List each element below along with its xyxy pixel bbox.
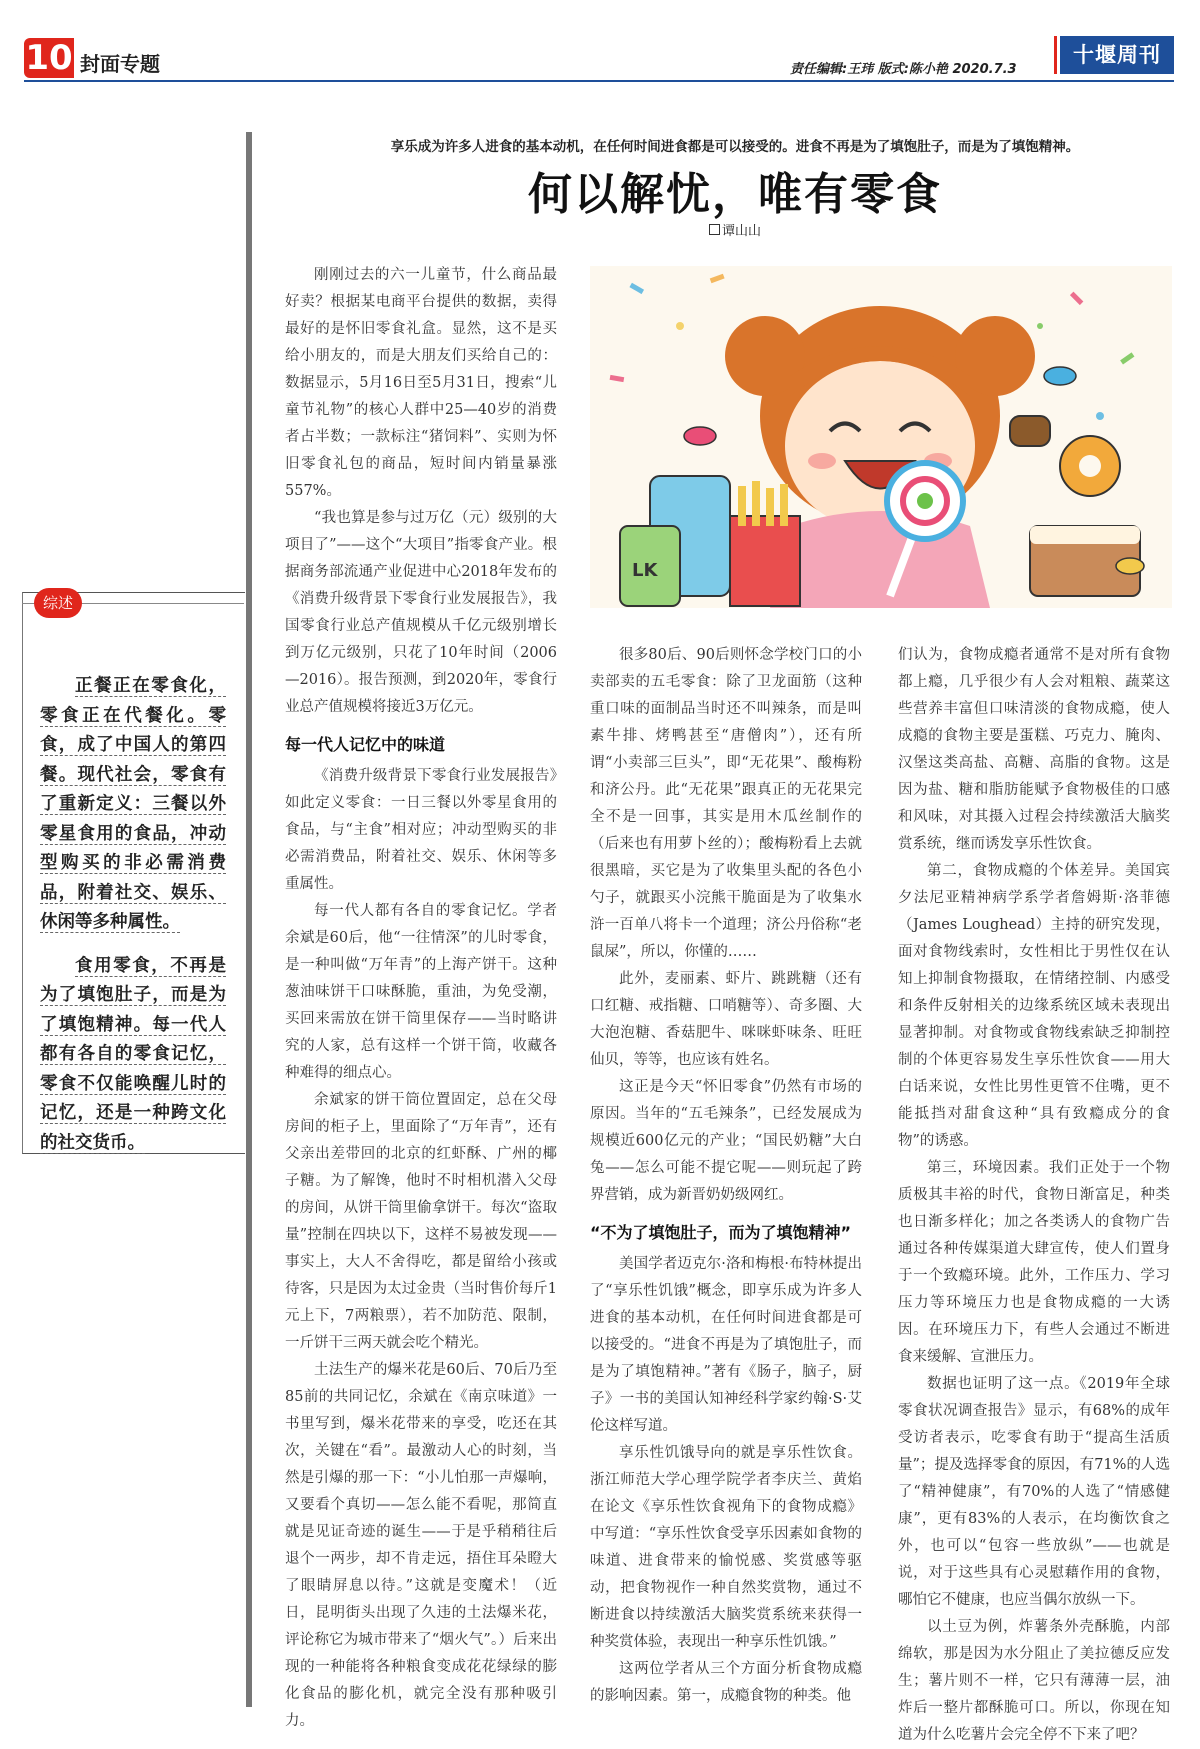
- article-author: [300, 220, 1170, 239]
- summary-paragraph-text: 正餐正在零食化，零食正在代餐化。零食，成了中国人的第四餐。现代社会，零食有了重新定义：三餐以外零星食用的食品，冲动型购买的非必需消费品，附着社交、娱乐、休闲等多种属性。: [40, 676, 226, 932]
- burger: [1010, 416, 1050, 446]
- paragraph: 每一代人都有各自的零食记忆。学者余斌是60后，他“一往情深”的儿时零食，是一种叫做“万年青”的上海产饼干。这种葱油味饼干口味酥脆，重油，为免受潮，买回来需放在饼干筒里保存——当时略讲究的人家，总有这样一个饼干筒，收藏各种难得的细点心。: [285, 903, 557, 1081]
- paragraph: 此外，麦丽素、虾片、跳跳糖（还有口红糖、戒指糖、口哨糖等）、奇多圈、大大泡泡糖、香菇肥牛、咪咪虾味条、旺旺仙贝，等等，也应该有姓名。: [590, 971, 862, 1068]
- paragraph: 数据也证明了这一点。《2019年全球零食状况调查报告》显示，有68%的成年受访者表示，吃零食有助于“提高生活质量”；提及选择零食的原因，有71%的人选了“精神健康”，有70%的人选了“情感健康”，更有83%的人表示，在均衡饮食之外，也可以“包容一些放纵”——也就是说，对于这些具有心灵慰藉作用的食物，哪怕它不健康，也应当偶尔放纵一下。: [898, 1376, 1170, 1608]
- article-column-3: [898, 642, 1170, 1749]
- article-column-2: [590, 642, 862, 1710]
- article-subtitle: 享乐成为许多人进食的基本动机，在任何时间进食都是可以接受的。进食不再是为了填饱肚子，而是为了填饱精神。: [390, 139, 1080, 155]
- section-heading: “不为了填饱肚子，而为了填饱精神”: [590, 1223, 852, 1242]
- paragraph: 余斌家的饼干筒位置固定，总在父母房间的柜子上，里面除了“万年青”，还有父亲出差带回的北京的红虾酥、广州的椰子糖。为了解馋，他时不时相机潜入父母的房间，从饼干筒里偷拿饼干。每次“盗取量”控制在四块以下，这样不易被发现——事实上，大人不舍得吃，都是留给小孩或待客，只是因为太过金贵（当时售价每斤1元上下，7两粮票），若不加防范、限制，一斤饼干三两天就会吃个精光。: [285, 1092, 557, 1351]
- cartoon-illustration: [590, 266, 1172, 608]
- summary-paragraph: [40, 672, 226, 938]
- paragraph: 以土豆为例，炸薯条外壳酥脆，内部绵软，那是因为水分阻止了美拉德反应发生；薯片则不一样，它只有薄薄一层，油炸后一整片都酥脆可口。所以，你现在知道为什么吃薯片会完全停不下来了吧？: [898, 1619, 1170, 1743]
- section-heading: 每一代人记忆中的味道: [285, 735, 446, 754]
- author-box-icon: [709, 224, 720, 235]
- paragraph: “我也算是参与过万亿（元）级别的大项目了”——这个“大项目”指零食产业。根据商务部流通产业促进中心2018年发布的《消费升级背景下零食行业发展报告》，我国零食行业总产值规模从千亿元级别增长到万亿元级别，只花了10年时间（2006—2016）。报告预测，到2020年，零食行业总产值规模将接近3万亿元。: [285, 510, 557, 715]
- paragraph: 《消费升级背景下零食行业发展报告》如此定义零食：一日三餐以外零星食用的食品，与“主食”相对应；冲动型购买的非必需消费品，附着社交、娱乐、休闲等多重属性。: [285, 768, 557, 892]
- paragraph: 刚刚过去的六一儿童节，什么商品最好卖？根据某电商平台提供的数据，卖得最好的是怀旧零食礼盒。显然，这不是买给小朋友的，而是大朋友们买给自己的：数据显示，5月16日至5月31日，搜索“儿童节礼物”的核心人群中25—40岁的消费者占半数；一款标注“猪饲料”、实则为怀旧零食礼包的商品，短时间内销量暴涨557%。: [285, 267, 557, 499]
- paragraph: 第二，食物成瘾的个体差异。美国宾夕法尼亚精神病学系学者詹姆斯·洛菲德（James Loughead）主持的研究发现，面对食物线索时，女性相比于男性仅在认知上抑制食物摄取，在情绪控制、内感受和条件反射相关的边缘系统区域未表现出显著抑制。对食物或食物线索缺乏抑制控制的个体更容易发生享乐性饮食——用大白话来说，女性比男性更管不住嘴，更不能抵挡对甜食这种“具有致瘾成分的食物”的诱惑。: [898, 863, 1170, 1149]
- brand-logo: 十堰周刊: [1060, 36, 1174, 74]
- paragraph: 很多80后、90后则怀念学校门口的小卖部卖的五毛零食：除了卫龙面筋（这种重口味的面制品当时还不叫辣条，而是叫素牛排、烤鸭甚至“唐僧肉”），还有所谓“小卖部三巨头”，即“无花果”、酸梅粉和济公丹。此“无花果”跟真正的无花果完全不是一回事，其实是用木瓜丝制作的（后来也有用萝卜丝的）；酸梅粉看上去就很黑暗，买它是为了收集里头配的各色小勺子，就跟买小浣熊干脆面是为了收集水浒一百单八将卡一个道理；济公丹俗称“老鼠屎”，所以，你懂的……: [590, 647, 862, 960]
- paragraph-continued: 们认为，食物成瘾者通常不是对所有食物都上瘾，几乎很少有人会对粗粮、蔬菜这些营养丰富但口味清淡的食物成瘾，使人成瘾的食物主要是蛋糕、巧克力、腌肉、汉堡这类高盐、高糖、高脂的食物。这是因为盐、糖和脂肪能赋予食物极佳的口感和风味，对其摄入过程会持续激活大脑奖赏系统，继而诱发享乐性饮食。: [898, 647, 1170, 852]
- summary-paragraph: [40, 952, 226, 1159]
- paragraph: 第三，环境因素。我们正处于一个物质极其丰裕的时代，食物日渐富足，种类也日渐多样化；加之各类诱人的食物广告通过各种传媒渠道大肆宣传，使人们置身于一个致瘾环境。此外，工作压力、学习压力等环境压力也是食物成瘾的一大诱因。在环境压力下，有些人会通过不断进食来缓解、宣泄压力。: [898, 1160, 1170, 1365]
- page-number: 10: [25, 38, 73, 78]
- summary-paragraph-text: 食用零食，不再是为了填饱肚子，而是为了填饱精神。每一代人都有各自的零食记忆，零食不仅能唤醒儿时的记忆，还是一种跨文化的社交货币。: [40, 955, 226, 1153]
- header-rule: [24, 80, 1174, 82]
- paragraph: 这正是今天“怀旧零食”仍然有市场的原因。当年的“五毛辣条”，已经发展成为规模近600亿元的产业；“国民奶糖”大白兔——怎么可能不提它呢——则玩起了跨界营销，成为新晋奶奶级网红。: [590, 1079, 862, 1203]
- paragraph: 享乐性饥饿导向的就是享乐性饮食。浙江师范大学心理学院学者李庆兰、黄焰在论文《享乐性饮食视角下的食物成瘾》中写道：“享乐性饮食受享乐因素如食物的味道、进食带来的愉悦感、奖赏感等驱动，把食物视作一种自然奖赏物，通过不断进食以持续激活大脑奖赏系统来获得一种奖赏体验，表现出一种享乐性饥饿。”: [590, 1445, 862, 1650]
- fries-box: [730, 516, 800, 606]
- article-title: 何以解忧，唯有零食: [528, 169, 942, 220]
- paragraph: 美国学者迈克尔·洛和梅根·布特林提出了“享乐性饥饿”概念，即享乐成为许多人进食的基本动机，在任何时间进食都是可以接受的。“进食不再是为了填饱肚子，而是为了填饱精神。”著有《肠子，脑子，厨子》一书的美国认知神经科学家约翰·S·艾伦这样写道。: [590, 1256, 862, 1434]
- brand-accent-stripe: [1054, 36, 1057, 74]
- editor-credits: 责任编辑:王玮 版式:陈小艳 2020.7.3: [790, 62, 1017, 77]
- author-name: 谭山山: [721, 224, 761, 239]
- section-title: 封面专题: [80, 52, 160, 76]
- sidebar-divider: [246, 132, 252, 1707]
- article-column-1: [285, 262, 557, 1735]
- paragraph: 土法生产的爆米花是60后、70后乃至85前的共同记忆，余斌在《南京味道》一书里写到，爆米花带来的享受，吃还在其次，关键在“看”。最激动人心的时刻，当然是引爆的那一下：“小儿怕那一声爆响，又要看个真切——怎么能不看呢，那简直就是见证奇迹的诞生——于是乎稍稍往后退个一两步，却不肯走远，捂住耳朵瞪大了眼睛屏息以待。”这就是变魔术！（近日，昆明街头出现了久违的土法爆米花，评论称它为城市带来了“烟火气”。）后来出现的一种能将各种粮食变成花花绿绿的膨化食品的膨化机，就完全没有那种吸引力。: [285, 1362, 557, 1729]
- summary-tag: 综述: [34, 588, 82, 618]
- snack-bag-label: LK: [632, 560, 658, 581]
- summary-text: [40, 672, 226, 1172]
- paragraph: 这两位学者从三个方面分析食物成瘾的影响因素。第一，成瘾食物的种类。他: [590, 1661, 862, 1704]
- cheek-left: [808, 453, 836, 469]
